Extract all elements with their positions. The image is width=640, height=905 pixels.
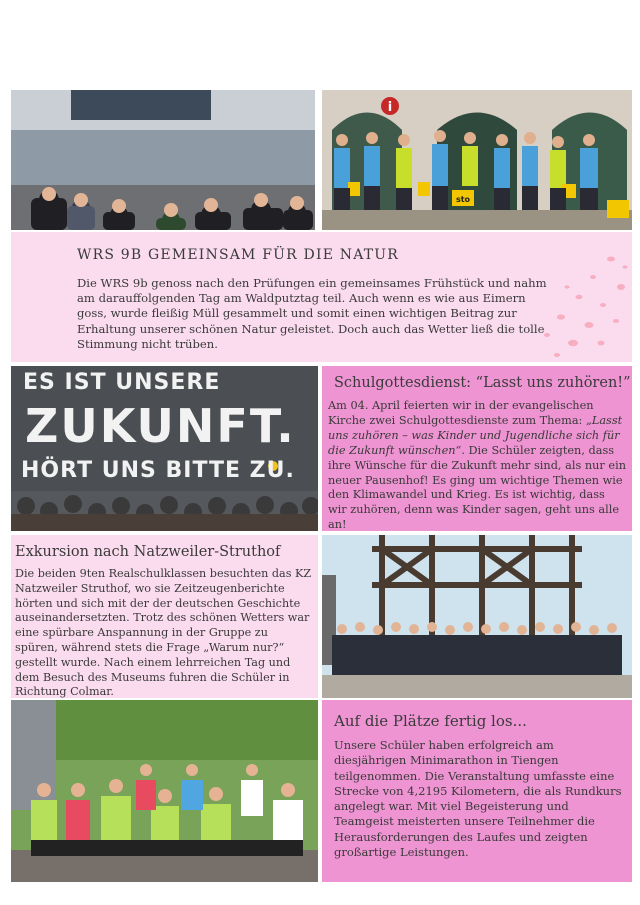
section-natzweiler-body: Die beiden 9ten Realschulklassen besuchten das KZ Natzweiler Struthof, wo sie Zeitzeugenberichte hörten und sich mit der der deutschen Geschichte auseinandersetzten. Trotz des schönen Wetters war eine spürbare Anspannung in der Gruppe zu spüren, während stets die Frage „Warum nur?“ gestellt wurde. Nach einem lehrreichen Tag und dem Besuch des Museums fuhren die Schüler in Richtung Colmar. xyxy=(15,567,312,699)
cherry-blossom-decoration xyxy=(531,247,631,362)
natzweiler-group-photo xyxy=(322,535,632,698)
poster-line-2: ZUKUNFT. xyxy=(25,399,296,453)
section-minimarathon xyxy=(322,700,632,882)
section-wrs9b-body: Die WRS 9b genoss nach den Prüfungen ein gemeinsames Frühstück und nahm am darauffolgenden Tag am Waldputztag teil. Auch wenn es wie aus Eimern goss, wurde fleißig Müll gesammelt und somit einen wichtigen Beitrag zur Erhaltung unserer schönen Natur geleistet. Doch auch das Wetter ließ die tolle Stimmung nicht trüben. xyxy=(77,276,547,351)
section-minimarathon-title: Auf die Plätze fertig los... xyxy=(334,712,527,730)
section-schulgottesdienst-body: Am 04. April feierten wir in der evangelischen Kirche zwei Schulgottesdienste zum Thema: „Lasst uns zuhören – was Kinder und Jugendliche sich für die Zukunft wünschen“. Die Schüler zeigten, dass ihre Wünsche für die Zukunft mehr sind, als nur ein neuer Pausenhof! Es ging um wichtige Themen wie den Klimawandel und Krieg. Es ist wichtig, dass wir zuhören, denn was Kinder sagen, geht uns alle an! xyxy=(328,399,626,532)
minimarathon-group-photo xyxy=(11,700,318,882)
bucket-brand-label: sto xyxy=(455,195,471,204)
section-schulgottesdienst xyxy=(322,366,632,531)
section-schulgottesdienst-title: Schulgottesdienst: “Lasst uns zuhören!” xyxy=(334,375,631,391)
info-sign-letter: i xyxy=(387,100,393,115)
section-natzweiler-title: Exkursion nach Natzweiler-Struthof xyxy=(15,544,281,560)
section-wrs9b xyxy=(11,232,632,362)
waldputztag-group-photo xyxy=(322,90,632,230)
poster-line-3: HÖRT UNS BITTE ZU. xyxy=(21,458,295,483)
poster-line-1: ES IST UNSERE xyxy=(23,370,221,395)
zukunft-poster-photo xyxy=(11,366,318,531)
class-group-photo xyxy=(11,90,315,230)
section-wrs9b-title: WRS 9B GEMEINSAM FÜR DIE NATUR xyxy=(77,247,400,263)
section-natzweiler xyxy=(11,535,318,698)
section-minimarathon-body: Unsere Schüler haben erfolgreich am diesjährigen Minimarathon in Tiengen teilgenommen. Die Veranstaltung umfasste eine Strecke von 4,2195 Kilometern, die als Rundkurs angelegt war. Mit viel Begeisterung und Teamgeist meisterten unsere Teilnehmer die Herausforderungen des Laufes und zeigten großartige Leistungen. xyxy=(334,738,622,860)
